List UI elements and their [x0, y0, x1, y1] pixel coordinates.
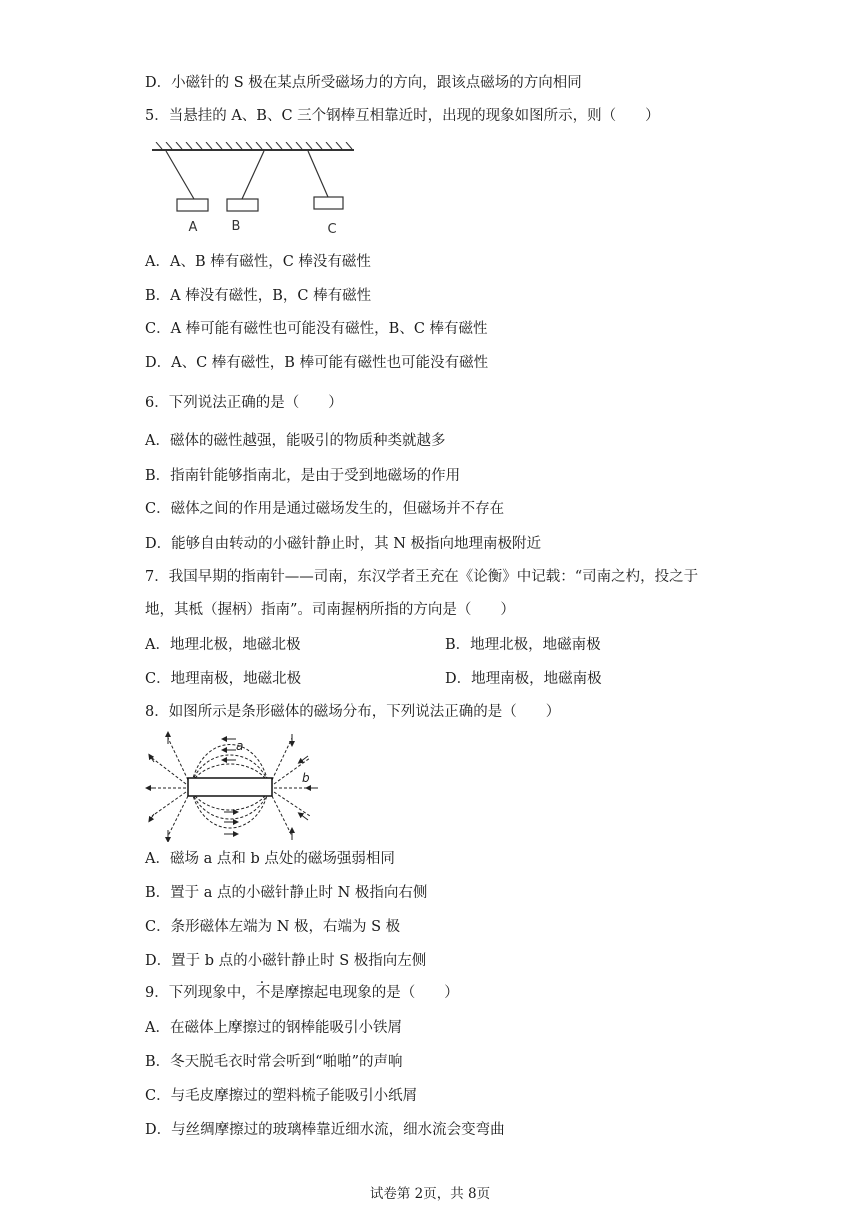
q9-option-c: C．与毛皮摩擦过的塑料梳子能吸引小纸屑	[145, 1088, 418, 1104]
q7-stem-line2: 地，其柢（握柄）指南”。司南握柄所指的方向是（ ）	[145, 602, 515, 618]
q5-stem: 5．当悬挂的 A、B、C 三个钢棒互相靠近时，出现的现象如图所示，则（ ）	[145, 108, 660, 124]
label-c: C	[327, 222, 337, 237]
q5-option-d: D．A、C 棒有磁性，B 棒可能有磁性也可能没有磁性	[145, 355, 489, 371]
q9-option-a: A．在磁体上摩擦过的钢棒能吸引小铁屑	[145, 1020, 402, 1036]
q9-stem	[145, 983, 459, 1003]
label-a: A	[188, 220, 198, 235]
q5-option-b: B．A 棒没有磁性，B，C 棒有磁性	[145, 288, 372, 304]
q9-stem-post: 摩擦起电现象的是（ ）	[284, 985, 459, 1001]
q6-option-d: D．能够自由转动的小磁针静止时，其 N 极指向地理南极附近	[145, 536, 542, 552]
q8-figure-bar-magnet-field	[144, 730, 324, 842]
q9-stem-pre: 9．下列现象中，	[145, 985, 256, 1001]
q8-option-d: D．置于 b 点的小磁针静止时 S 极指向左侧	[145, 953, 427, 969]
q9-stem-emphasis: 不是	[255, 985, 285, 1001]
q8-option-a: A．磁场 a 点和 b 点处的磁场强弱相同	[145, 851, 395, 867]
rod-b	[227, 199, 258, 211]
q7-option-c: C．地理南极，地磁北极	[145, 671, 302, 687]
q8-option-b: B．置于 a 点的小磁针静止时 N 极指向右侧	[145, 885, 428, 901]
q8-option-c: C．条形磁体左端为 N 极，右端为 S 极	[145, 919, 401, 935]
rod-a	[177, 199, 208, 211]
q5-figure-hanging-rods	[148, 142, 360, 242]
q6-option-a: A．磁体的磁性越强，能吸引的物质种类就越多	[145, 433, 446, 449]
q7-option-b: B．地理北极，地磁南极	[445, 637, 601, 653]
bar-magnet	[188, 778, 272, 796]
label-b: B	[231, 219, 241, 234]
rod-c	[314, 197, 343, 209]
q9-option-d: D．与丝绸摩擦过的玻璃棒靠近细水流，细水流会变弯曲	[145, 1122, 505, 1138]
q4-option-d: D．小磁针的 S 极在某点所受磁场力的方向，跟该点磁场的方向相同	[145, 75, 582, 91]
q5-option-a: A．A、B 棒有磁性，C 棒没有磁性	[145, 254, 371, 270]
q7-option-d: D．地理南极，地磁南极	[445, 671, 602, 687]
q9-option-b: B．冬天脱毛衣时常会听到“啪啪”的声响	[145, 1054, 403, 1070]
point-a-label: a	[236, 739, 244, 753]
q6-stem: 6．下列说法正确的是（ ）	[145, 395, 343, 411]
q6-option-b: B．指南针能够指南北，是由于受到地磁场的作用	[145, 468, 461, 484]
page-footer: 试卷第 2页，共 8页	[369, 1186, 491, 1202]
point-b-label: b	[302, 771, 310, 785]
q6-option-c: C．磁体之间的作用是通过磁场发生的，但磁场并不存在	[145, 501, 505, 517]
q7-stem-line1: 7．我国早期的指南针——司南，东汉学者王充在《论衡》中记载：“司南之杓，投之于	[145, 569, 699, 585]
q7-option-a: A．地理北极，地磁北极	[145, 637, 301, 653]
q5-option-c: C．A 棒可能有磁性也可能没有磁性，B、C 棒有磁性	[145, 321, 488, 337]
q8-stem: 8．如图所示是条形磁体的磁场分布，下列说法正确的是（ ）	[145, 704, 561, 720]
